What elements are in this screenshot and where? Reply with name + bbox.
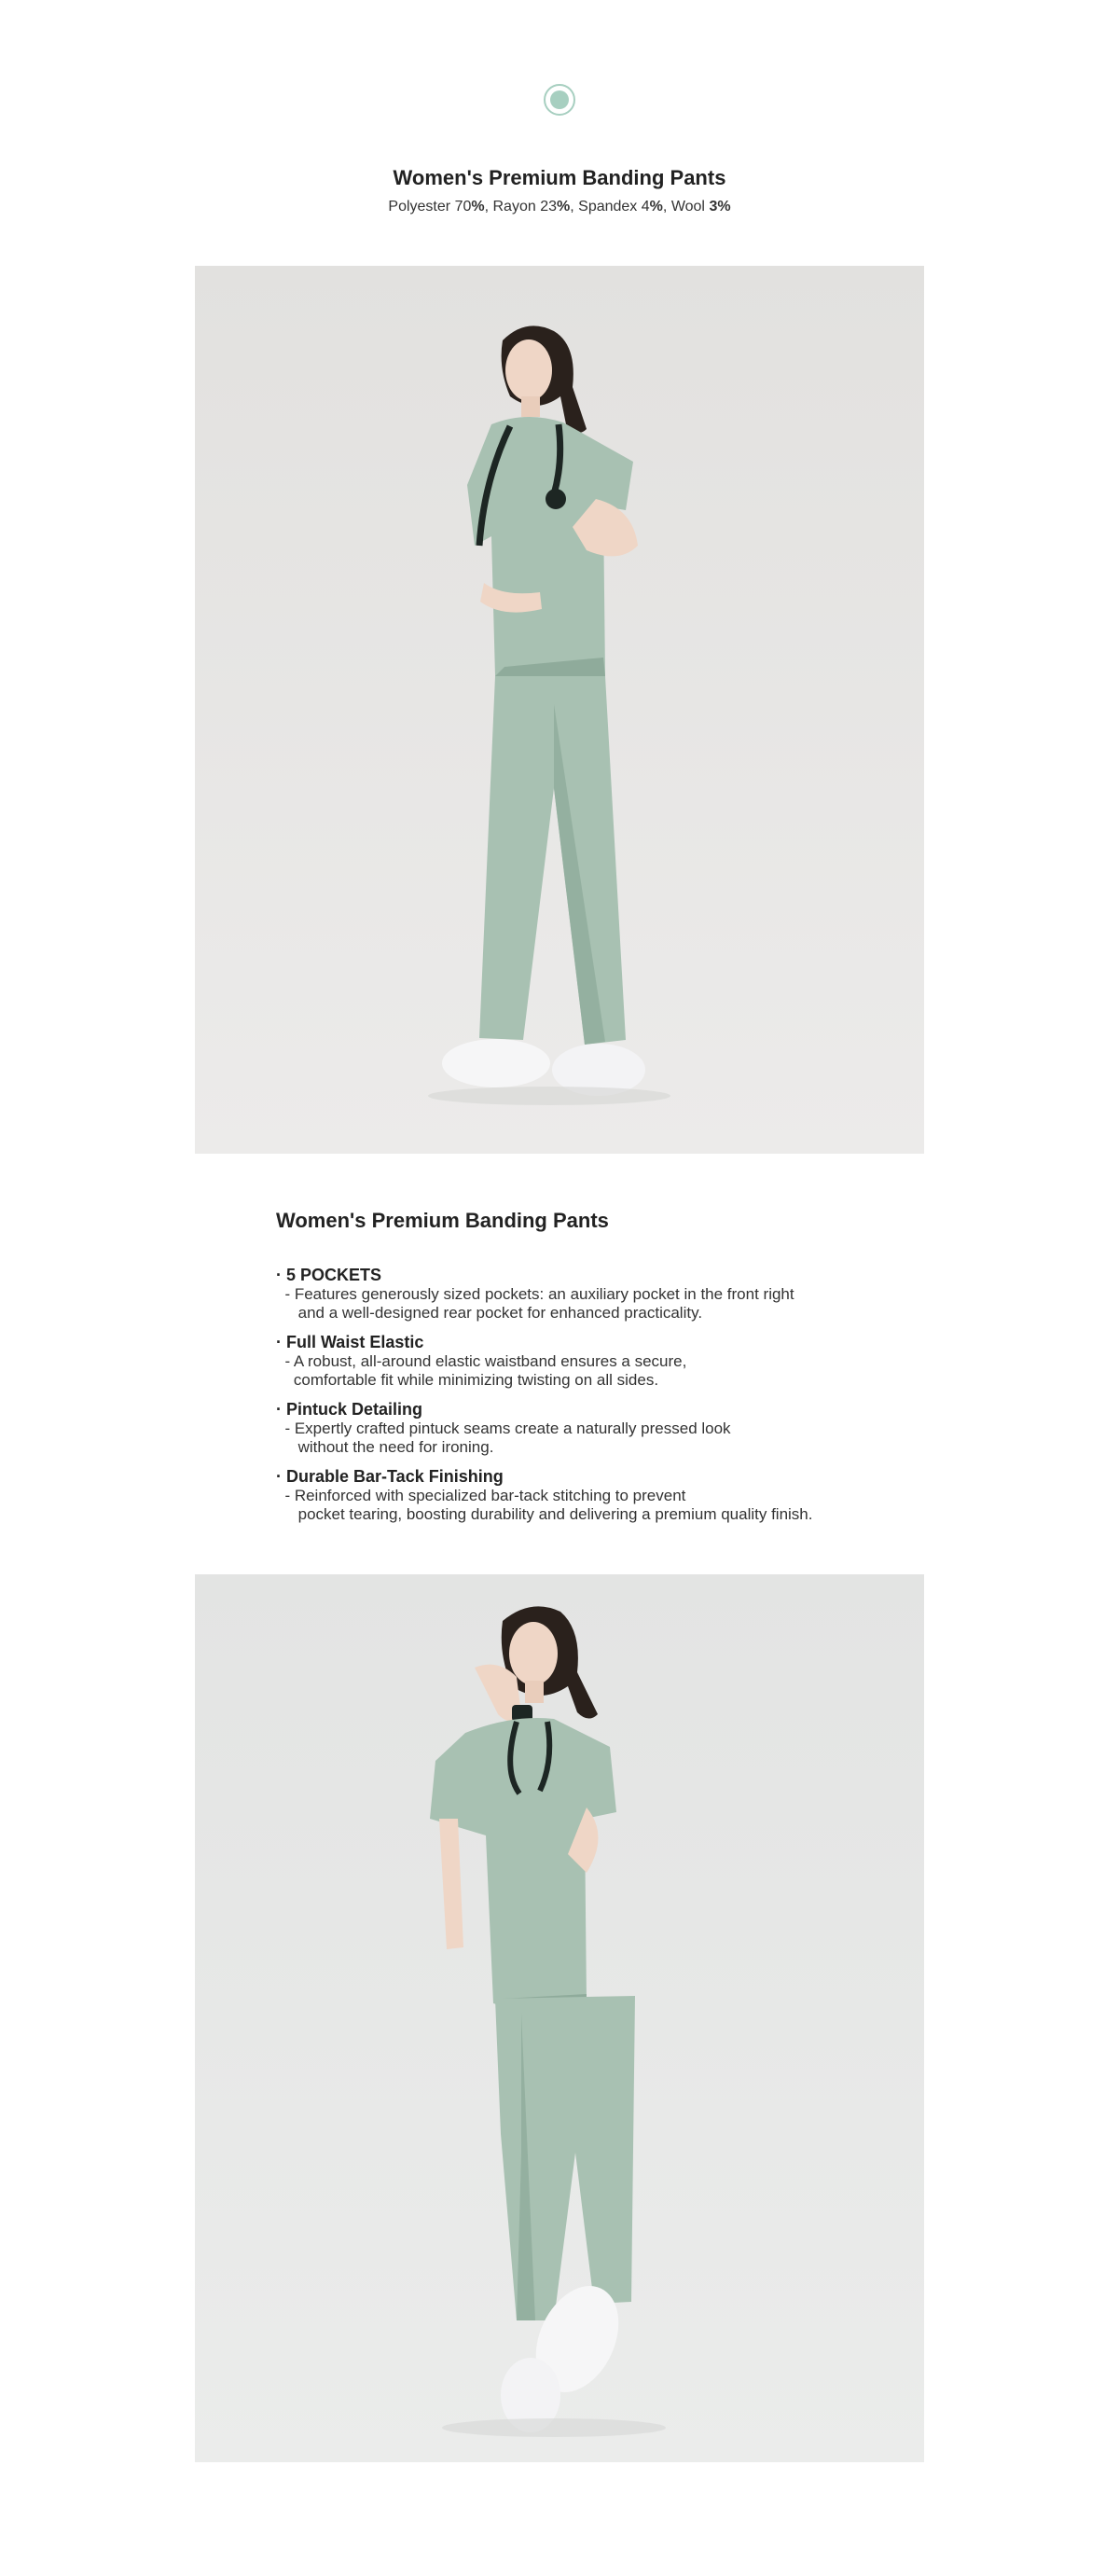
fabric-composition: [0, 199, 1119, 215]
feature-description: pocket tearing, boosting durability and delivering a premium quality finish.: [276, 1505, 813, 1523]
product-photo-front: [195, 1574, 924, 2462]
details-title: Women's Premium Banding Pants: [276, 1209, 609, 1232]
feature-name: · Durable Bar-Tack Finishing: [276, 1467, 504, 1486]
product-title: Women's Premium Banding Pants: [393, 166, 726, 189]
composition-item: Wool 3%: [670, 199, 731, 215]
feature-description: - Reinforced with specialized bar-tack stitching to prevent: [276, 1487, 686, 1504]
feature-description: - Expertly crafted pintuck seams create a naturally pressed look: [276, 1420, 731, 1437]
feature-name: · Full Waist Elastic: [276, 1333, 424, 1351]
product-details: [276, 1209, 929, 1533]
feature-description: and a well-designed rear pocket for enhanced practicality.: [276, 1304, 703, 1322]
composition-item: Rayon 23%,: [492, 199, 574, 215]
feature-description: - Features generously sized pockets: an auxiliary pocket in the front right: [276, 1285, 794, 1303]
composition-item: Polyester 70%,: [388, 199, 490, 215]
color-swatch-sage[interactable]: [544, 84, 575, 116]
model-illustration-front: [195, 1574, 924, 2462]
model-illustration-side: [195, 266, 924, 1154]
feature-pintuck: [276, 1399, 929, 1457]
feature-waist-elastic: [276, 1332, 929, 1390]
product-photo-side: [195, 266, 924, 1154]
feature-description: comfortable fit while minimizing twisting on all sides.: [276, 1371, 659, 1389]
feature-description: - A robust, all-around elastic waistband ensures a secure,: [276, 1352, 687, 1370]
composition-item: Spandex 4%,: [578, 199, 668, 215]
feature-name: · Pintuck Detailing: [276, 1400, 423, 1419]
color-swatch-fill: [550, 90, 569, 109]
feature-name: · 5 POCKETS: [276, 1266, 382, 1284]
feature-pockets: [276, 1265, 929, 1323]
feature-description: without the need for ironing.: [276, 1438, 494, 1456]
feature-bar-tack: [276, 1466, 929, 1524]
